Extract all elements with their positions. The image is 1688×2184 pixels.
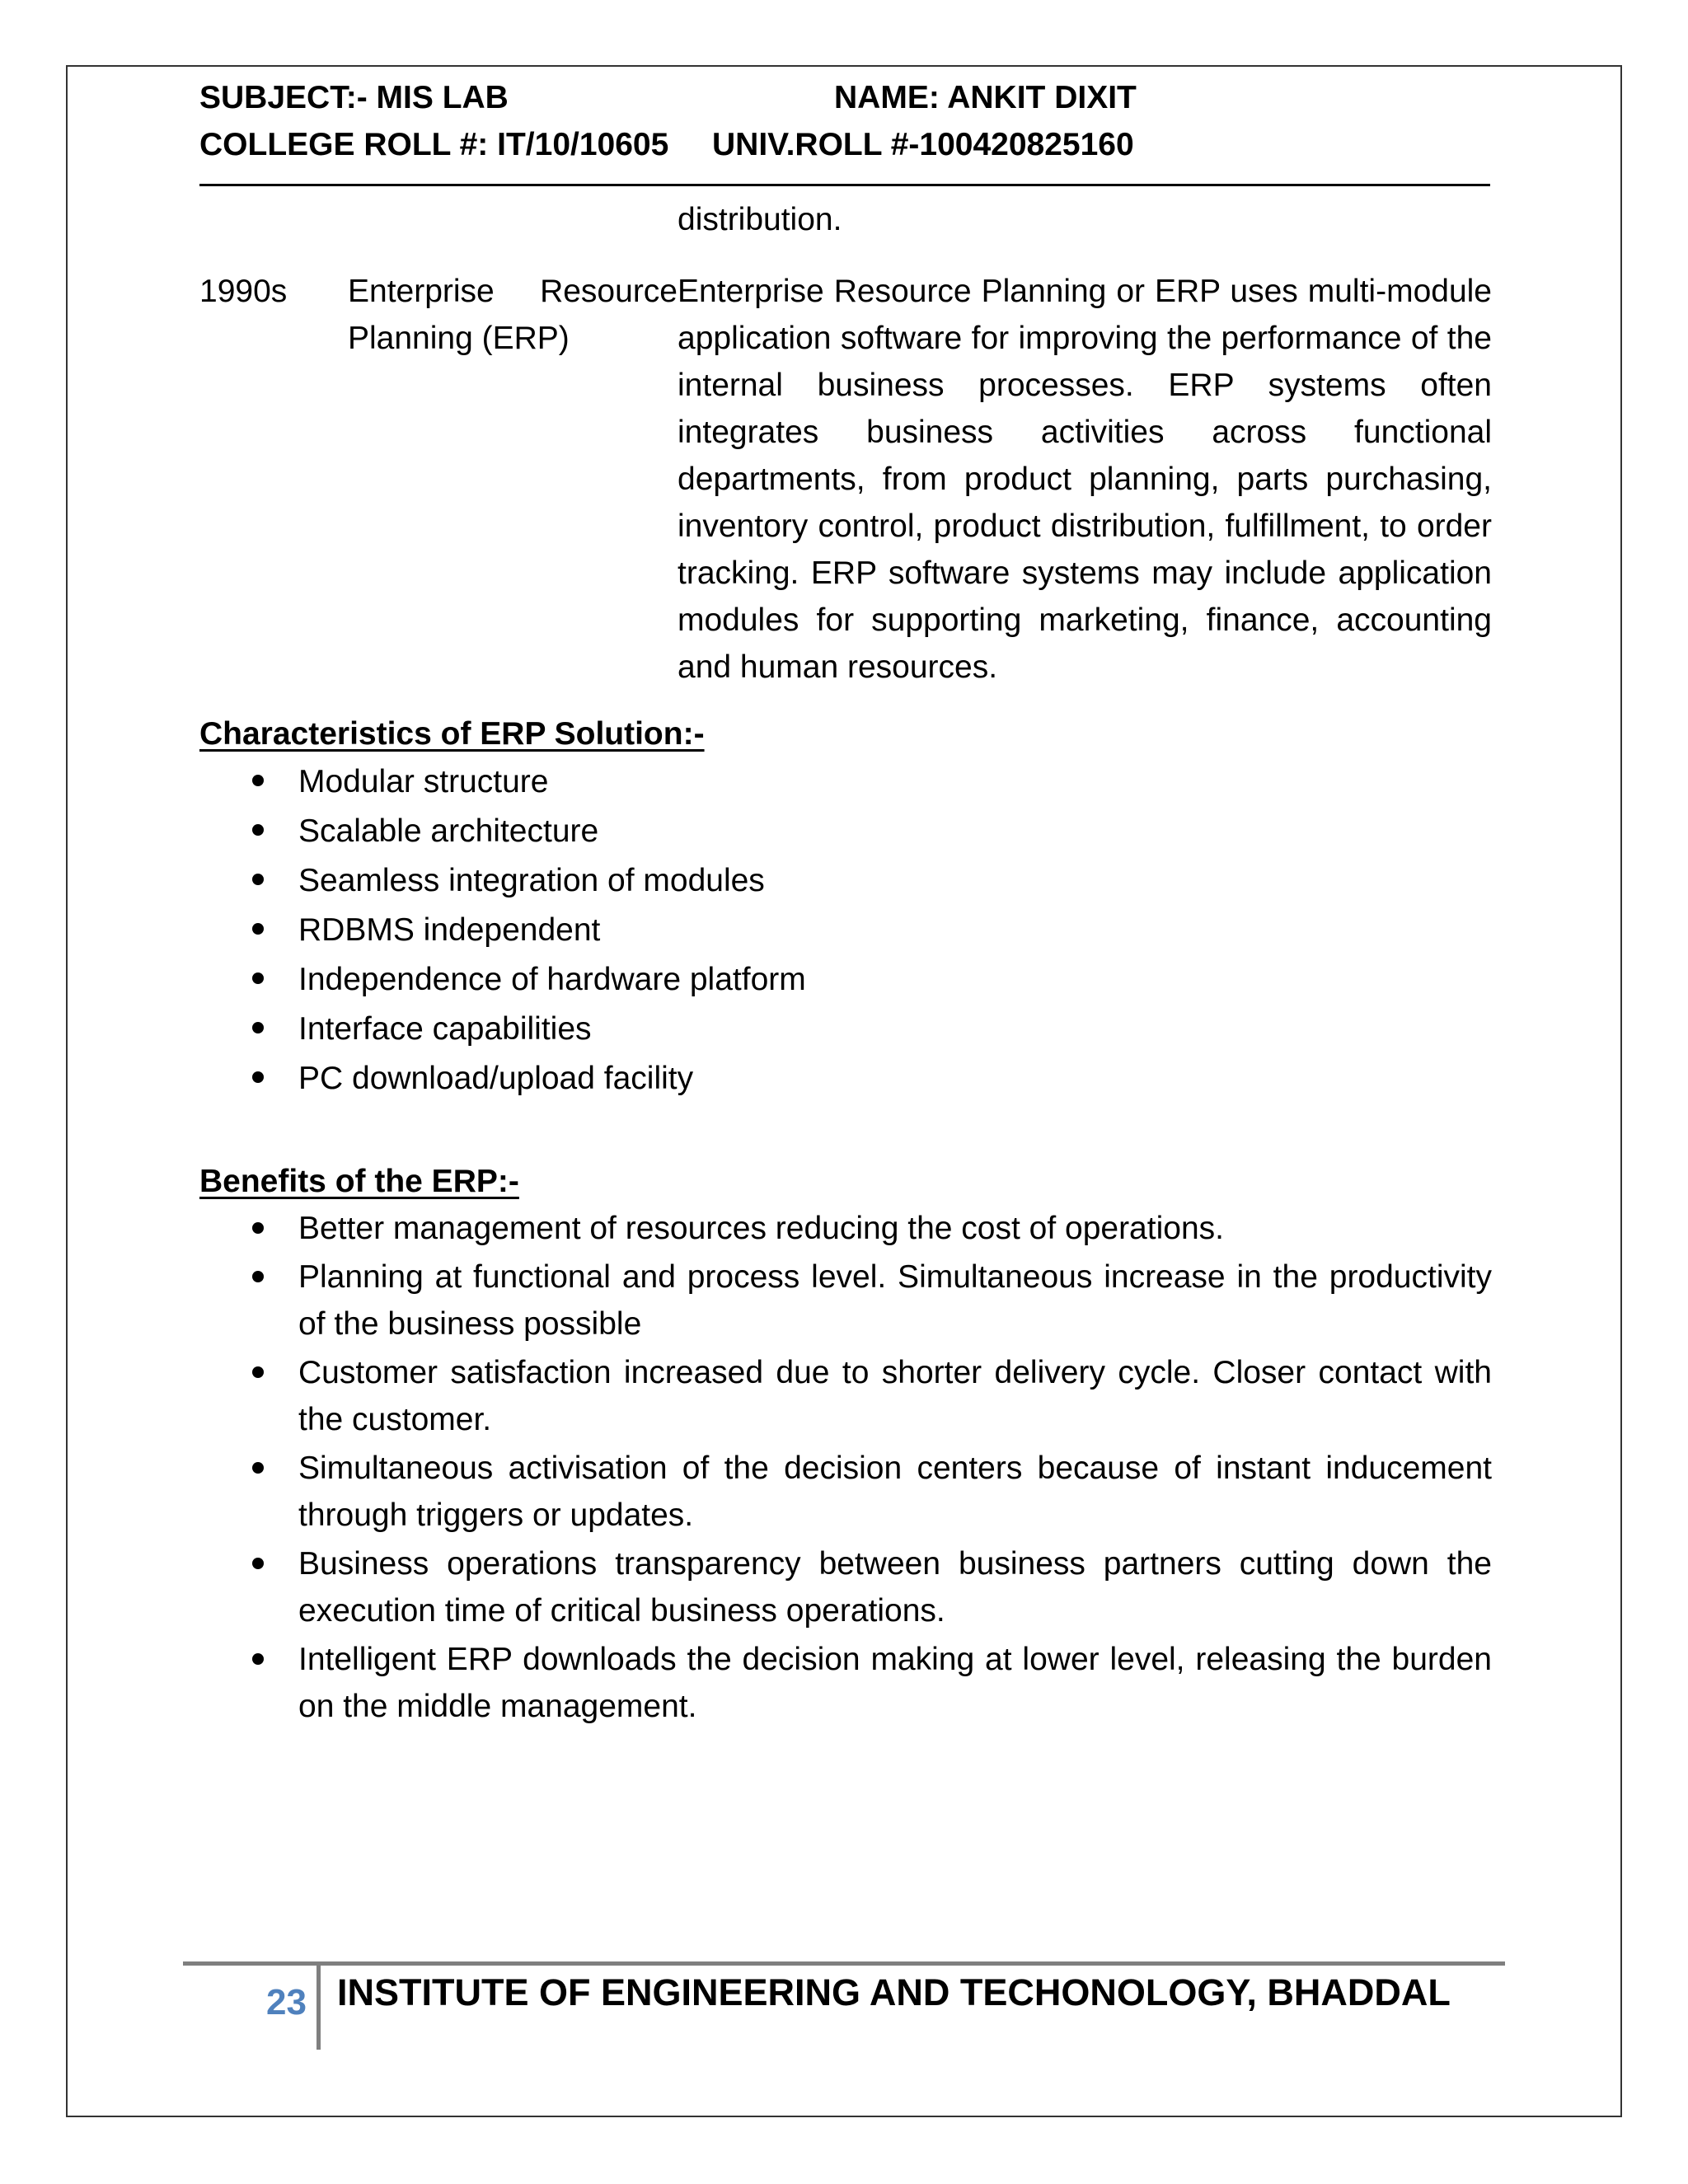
table-cell-period: 1990s <box>199 274 288 309</box>
list-item: Customer satisfaction increased due to shorter delivery cycle. Closer contact with the customer. <box>199 1349 1492 1443</box>
list-item: Independence of hardware platform <box>199 955 1492 1005</box>
page-footer <box>183 1961 1505 2050</box>
page-number: 23 <box>266 1982 307 2022</box>
table-cell-description: Enterprise Resource Planning or ERP uses multi-module application software for improving the performance of the internal business processes. ERP systems often integrates business activities across functional departments, from product planning, parts purchasing, inventory control, product distribution, fulfillment, to order tracking. ERP software systems may include application modules for supporting marketing, finance, accounting and human resources. <box>678 274 1492 685</box>
header-row-2 <box>199 121 1492 168</box>
list-item: Scalable architecture <box>199 807 1492 856</box>
list-item: PC download/upload facility <box>199 1054 1492 1104</box>
header-name: NAME: ANKIT DIXIT <box>834 80 1137 115</box>
bullet-icon <box>252 1462 264 1474</box>
list-item: Simultaneous activisation of the decision centers because of instant inducement through triggers or updates. <box>199 1445 1492 1539</box>
bullet-icon <box>252 1653 264 1665</box>
list-item: Modular structure <box>199 757 1492 807</box>
bullet-icon <box>252 824 264 836</box>
bullet-icon <box>252 1558 264 1569</box>
header-row-1 <box>199 74 1492 121</box>
list-item: Better management of resources reducing the cost of operations. <box>199 1205 1492 1252</box>
erp-history-table <box>199 196 1492 691</box>
characteristics-list <box>199 757 1492 1104</box>
list-item: RDBMS independent <box>199 906 1492 955</box>
table-cell-continued: distribution. <box>678 202 842 237</box>
bullet-icon <box>252 1222 264 1234</box>
header-univ-roll: UNIV.ROLL #-100420825160 <box>712 127 1134 162</box>
bullet-icon <box>252 1366 264 1378</box>
list-item: Intelligent ERP downloads the decision making at lower level, releasing the burden on the middle management. <box>199 1636 1492 1730</box>
bullet-icon <box>252 1071 264 1083</box>
list-item: Business operations transparency between business partners cutting down the execution time of critical business operations. <box>199 1540 1492 1634</box>
bullet-icon <box>252 775 264 786</box>
table-cell-system: Enterprise Resource Planning (ERP) <box>348 274 678 356</box>
header-rule <box>199 184 1490 186</box>
bullet-icon <box>252 874 264 885</box>
bullet-icon <box>252 1271 264 1282</box>
benefits-list <box>199 1205 1492 1730</box>
list-item: Planning at functional and process level. Simultaneous increase in the productivity of the business possible <box>199 1254 1492 1347</box>
bullet-icon <box>252 1022 264 1033</box>
table-row <box>199 268 1492 691</box>
list-item: Seamless integration of modules <box>199 856 1492 906</box>
header-subject: SUBJECT:- MIS LAB <box>199 80 509 115</box>
table-row-continued <box>199 196 1492 243</box>
bullet-icon <box>252 972 264 984</box>
institute-name: INSTITUTE OF ENGINEERING AND TECHONOLOGY, BHADDAL <box>337 1971 1451 2013</box>
page-content <box>199 74 1492 1730</box>
bullet-icon <box>252 923 264 935</box>
characteristics-heading: Characteristics of ERP Solution:- <box>199 716 705 752</box>
benefits-heading: Benefits of the ERP:- <box>199 1164 519 1199</box>
header-college-roll: COLLEGE ROLL #: IT/10/10605 <box>199 127 669 162</box>
list-item: Interface capabilities <box>199 1005 1492 1054</box>
